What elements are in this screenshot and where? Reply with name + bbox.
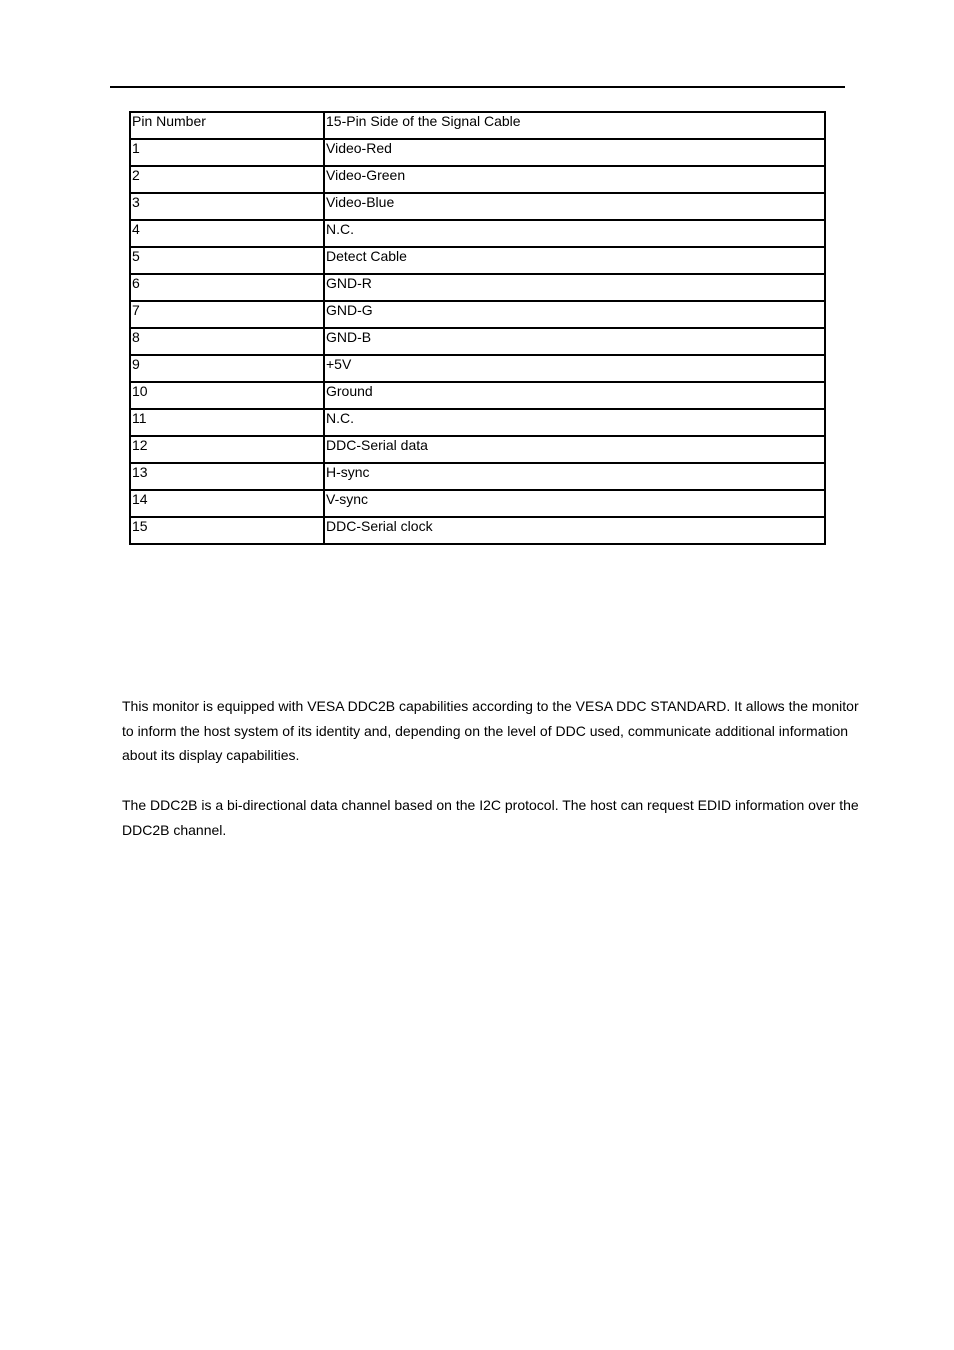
signal-cell: GND-R (324, 274, 825, 301)
pin-number-cell: 11 (130, 409, 324, 436)
signal-cell: H-sync (324, 463, 825, 490)
signal-cell: Detect Cable (324, 247, 825, 274)
table-row (130, 139, 825, 166)
pin-number-cell: 15 (130, 517, 324, 544)
table-row (130, 247, 825, 274)
table-row (130, 490, 825, 517)
pin-number-cell: 4 (130, 220, 324, 247)
pin-number-cell: 2 (130, 166, 324, 193)
table-row (130, 436, 825, 463)
pin-number-cell: 3 (130, 193, 324, 220)
signal-cell: N.C. (324, 220, 825, 247)
signal-cell: Ground (324, 382, 825, 409)
signal-cell: N.C. (324, 409, 825, 436)
signal-cell: GND-G (324, 301, 825, 328)
pin-number-cell: 6 (130, 274, 324, 301)
pin-number-cell: 8 (130, 328, 324, 355)
table-row (130, 463, 825, 490)
pin-number-cell: 5 (130, 247, 324, 274)
table-row (130, 274, 825, 301)
pin-number-cell: 12 (130, 436, 324, 463)
signal-cell: DDC-Serial clock (324, 517, 825, 544)
table-row (130, 328, 825, 355)
table-row (130, 193, 825, 220)
pin-number-cell: 10 (130, 382, 324, 409)
signal-cell: Video-Blue (324, 193, 825, 220)
pin-number-cell: 14 (130, 490, 324, 517)
table-header-row (130, 112, 825, 139)
pin-number-cell: 9 (130, 355, 324, 382)
header-rule (110, 86, 845, 88)
paragraph-ddc2b-capabilities: This monitor is equipped with VESA DDC2B capabilities according to the VESA DDC STANDARD. It allows the monitor to inform the host system of its identity and, depending on the level of DDC used, communicate additional information about its display capabilities. (122, 698, 859, 763)
pin-assignment-table (129, 111, 826, 545)
table-row (130, 166, 825, 193)
table-row (130, 355, 825, 382)
pin-number-cell: 7 (130, 301, 324, 328)
signal-cell: +5V (324, 355, 825, 382)
table-row (130, 409, 825, 436)
signal-cell: V-sync (324, 490, 825, 517)
table-row (130, 301, 825, 328)
table-row (130, 220, 825, 247)
signal-cell: DDC-Serial data (324, 436, 825, 463)
signal-cell: GND-B (324, 328, 825, 355)
table-row (130, 382, 825, 409)
paragraph-ddc2b-channel: The DDC2B is a bi-directional data channel based on the I2C protocol. The host can request EDID information over the DDC2B channel. (122, 797, 859, 838)
header-pin-number: Pin Number (130, 112, 324, 139)
header-signal: 15-Pin Side of the Signal Cable (324, 112, 825, 139)
table-row (130, 517, 825, 544)
signal-cell: Video-Green (324, 166, 825, 193)
signal-cell: Video-Red (324, 139, 825, 166)
pin-number-cell: 13 (130, 463, 324, 490)
pin-number-cell: 1 (130, 139, 324, 166)
